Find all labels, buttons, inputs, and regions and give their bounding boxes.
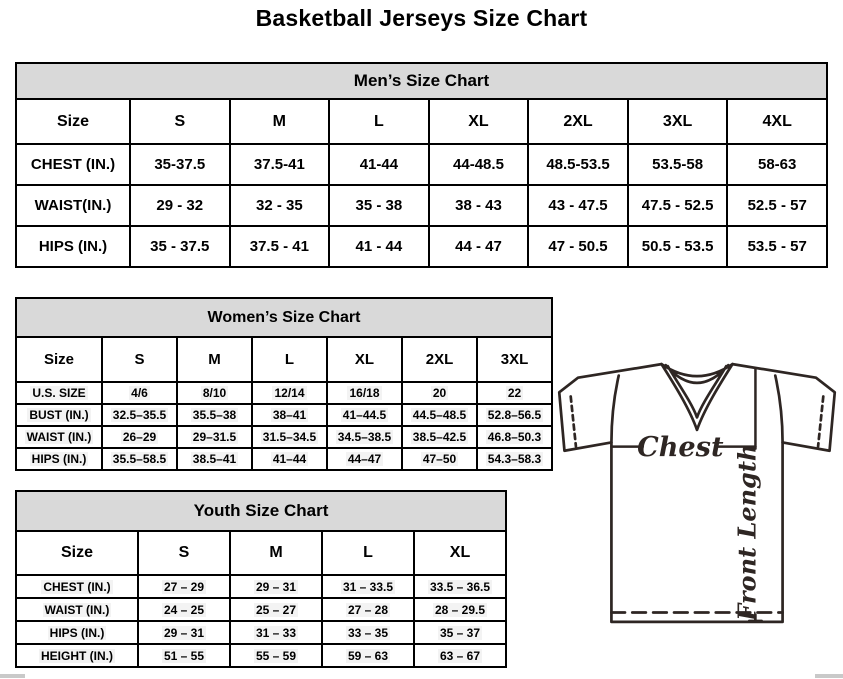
cell-value: 41–44	[272, 452, 307, 466]
womens-chart-title: Women’s Size Chart	[16, 298, 552, 337]
cell: 58-63	[727, 144, 827, 185]
table-header-row	[16, 337, 552, 382]
row-label-text: WAIST (IN.)	[44, 602, 110, 617]
cell-value: 38.5–42.5	[412, 430, 467, 444]
cell-value: 4/6	[131, 386, 148, 400]
table-row	[16, 598, 506, 621]
youth-size-chart-table	[15, 490, 507, 668]
table-header-row	[16, 99, 827, 144]
cell: 53.5 - 57	[727, 226, 827, 267]
cell	[322, 575, 414, 598]
cell-value: 55 – 59	[255, 648, 297, 663]
col-header: 4XL	[727, 99, 827, 144]
cell	[230, 644, 322, 667]
cell	[414, 575, 506, 598]
cell	[322, 644, 414, 667]
chest-label: Chest	[637, 431, 724, 463]
col-header: XL	[414, 531, 506, 575]
cell-value: 25 – 27	[255, 602, 297, 617]
cell: 43 - 47.5	[528, 185, 628, 226]
cell-value: 63 – 67	[439, 648, 481, 663]
cell: 41 - 44	[329, 226, 429, 267]
col-header: Size	[16, 531, 138, 575]
row-label	[16, 621, 138, 644]
table-title-row	[16, 63, 827, 99]
row-label	[16, 404, 102, 426]
col-header: 3XL	[628, 99, 728, 144]
table-row	[16, 448, 552, 470]
cell	[177, 426, 252, 448]
cell-value: 33 – 35	[347, 625, 389, 640]
cell	[252, 448, 327, 470]
cell	[230, 598, 322, 621]
table-row	[16, 644, 506, 667]
cell: 48.5-53.5	[528, 144, 628, 185]
front-length-label: Front Length	[732, 443, 762, 621]
cell: 37.5-41	[230, 144, 330, 185]
cell	[327, 426, 402, 448]
col-header: XL	[429, 99, 529, 144]
col-header: S	[130, 99, 230, 144]
row-label-text: WAIST (IN.)	[26, 430, 92, 444]
cell	[177, 448, 252, 470]
cell: 44 - 47	[429, 226, 529, 267]
cell: 32 - 35	[230, 185, 330, 226]
table-row	[16, 404, 552, 426]
cell-value: 34.5–38.5	[337, 430, 392, 444]
cell-value: 32.5–35.5	[112, 408, 167, 422]
cell	[138, 621, 230, 644]
table-row	[16, 382, 552, 404]
cell-value: 35 – 37	[439, 625, 481, 640]
cell	[402, 448, 477, 470]
scrollbar-left-fragment[interactable]	[0, 674, 25, 678]
table-row	[16, 226, 827, 267]
cell	[252, 382, 327, 404]
collar-lines	[662, 364, 733, 430]
cell-value: 20	[432, 386, 447, 400]
col-header: 2XL	[528, 99, 628, 144]
cell-value: 44.5–48.5	[412, 408, 467, 422]
cell: 47 - 50.5	[528, 226, 628, 267]
col-header: M	[230, 531, 322, 575]
cell	[252, 404, 327, 426]
cell	[230, 575, 322, 598]
mens-chart-title: Men’s Size Chart	[16, 63, 827, 99]
cell: 44-48.5	[429, 144, 529, 185]
cell-value: 35.5–58.5	[112, 452, 167, 466]
col-header: Size	[16, 337, 102, 382]
jersey-diagram	[557, 361, 837, 624]
cell	[322, 621, 414, 644]
table-row	[16, 185, 827, 226]
cell	[414, 621, 506, 644]
cell-value: 8/10	[202, 386, 227, 400]
row-label: HIPS (IN.)	[16, 226, 130, 267]
cell	[102, 448, 177, 470]
cell	[138, 644, 230, 667]
cell	[322, 598, 414, 621]
row-label-text: CHEST (IN.)	[43, 579, 111, 594]
cell-value: 27 – 28	[347, 602, 389, 617]
cell	[102, 382, 177, 404]
table-title-row	[16, 491, 506, 531]
cell-value: 29 – 31	[163, 625, 205, 640]
col-header: 2XL	[402, 337, 477, 382]
cell: 41-44	[329, 144, 429, 185]
page-title: Basketball Jerseys Size Chart	[255, 5, 588, 31]
mens-size-chart-table	[15, 62, 828, 268]
cell	[327, 382, 402, 404]
cell-value: 35.5–38	[192, 408, 237, 422]
row-label-text: BUST (IN.)	[29, 408, 89, 422]
cell: 50.5 - 53.5	[628, 226, 728, 267]
cell	[327, 404, 402, 426]
table-row	[16, 575, 506, 598]
cell: 35 - 37.5	[130, 226, 230, 267]
cell: 47.5 - 52.5	[628, 185, 728, 226]
cell-value: 12/14	[274, 386, 305, 400]
cell: 52.5 - 57	[727, 185, 827, 226]
cell	[477, 448, 552, 470]
row-label-text: HIPS (IN.)	[31, 452, 87, 466]
cell-value: 26–29	[122, 430, 157, 444]
row-label: WAIST(IN.)	[16, 185, 130, 226]
row-label-text: U.S. SIZE	[32, 386, 86, 400]
cell	[477, 426, 552, 448]
womens-size-chart-table	[15, 297, 553, 471]
cell: 29 - 32	[130, 185, 230, 226]
row-label: CHEST (IN.)	[16, 144, 130, 185]
cell: 53.5-58	[628, 144, 728, 185]
cell	[402, 382, 477, 404]
cell	[414, 598, 506, 621]
cell: 35-37.5	[130, 144, 230, 185]
cell	[138, 598, 230, 621]
row-label-text: HEIGHT (IN.)	[41, 648, 113, 663]
cell-value: 38.5–41	[192, 452, 237, 466]
row-label	[16, 644, 138, 667]
table-title-row	[16, 298, 552, 337]
table-header-row	[16, 531, 506, 575]
col-header: S	[138, 531, 230, 575]
col-header: M	[177, 337, 252, 382]
cell-value: 41–44.5	[342, 408, 387, 422]
cell-value: 47–50	[422, 452, 457, 466]
col-header: L	[252, 337, 327, 382]
cell-value: 54.3–58.3	[487, 452, 542, 466]
cell-value: 38–41	[272, 408, 307, 422]
cell-value: 29 – 31	[255, 579, 297, 594]
cell: 37.5 - 41	[230, 226, 330, 267]
cell-value: 33.5 – 36.5	[429, 579, 491, 594]
cell: 38 - 43	[429, 185, 529, 226]
cell	[402, 404, 477, 426]
cell	[402, 426, 477, 448]
row-label	[16, 575, 138, 598]
col-header: Size	[16, 99, 130, 144]
col-header: S	[102, 337, 177, 382]
col-header: 3XL	[477, 337, 552, 382]
row-label	[16, 382, 102, 404]
cell-value: 31 – 33	[255, 625, 297, 640]
jersey-outline	[559, 364, 835, 622]
row-label	[16, 448, 102, 470]
row-label	[16, 426, 102, 448]
table-row	[16, 426, 552, 448]
cell	[477, 382, 552, 404]
cell-value: 31.5–34.5	[262, 430, 317, 444]
scrollbar-right-fragment[interactable]	[815, 674, 843, 678]
cell-value: 22	[507, 386, 522, 400]
cell	[477, 404, 552, 426]
cell: 35 - 38	[329, 185, 429, 226]
youth-chart-title: Youth Size Chart	[16, 491, 506, 531]
table-row	[16, 621, 506, 644]
cell-value: 52.8–56.5	[487, 408, 542, 422]
row-label	[16, 598, 138, 621]
cell	[138, 575, 230, 598]
cell	[102, 404, 177, 426]
col-header: L	[322, 531, 414, 575]
col-header: M	[230, 99, 330, 144]
row-label-text: HIPS (IN.)	[49, 625, 105, 640]
cell	[327, 448, 402, 470]
col-header: XL	[327, 337, 402, 382]
cell	[230, 621, 322, 644]
cell-value: 44–47	[347, 452, 382, 466]
table-row	[16, 144, 827, 185]
cell-value: 24 – 25	[163, 602, 205, 617]
cell-value: 28 – 29.5	[434, 602, 486, 617]
cell-value: 51 – 55	[163, 648, 205, 663]
cell	[177, 382, 252, 404]
cell	[414, 644, 506, 667]
cell-value: 16/18	[349, 386, 380, 400]
col-header: L	[329, 99, 429, 144]
cell	[177, 404, 252, 426]
cell-value: 29–31.5	[192, 430, 237, 444]
cell-value: 27 – 29	[163, 579, 205, 594]
cell-value: 59 – 63	[347, 648, 389, 663]
cell-value: 46.8–50.3	[487, 430, 542, 444]
cell	[102, 426, 177, 448]
cell-value: 31 – 33.5	[342, 579, 394, 594]
cell	[252, 426, 327, 448]
